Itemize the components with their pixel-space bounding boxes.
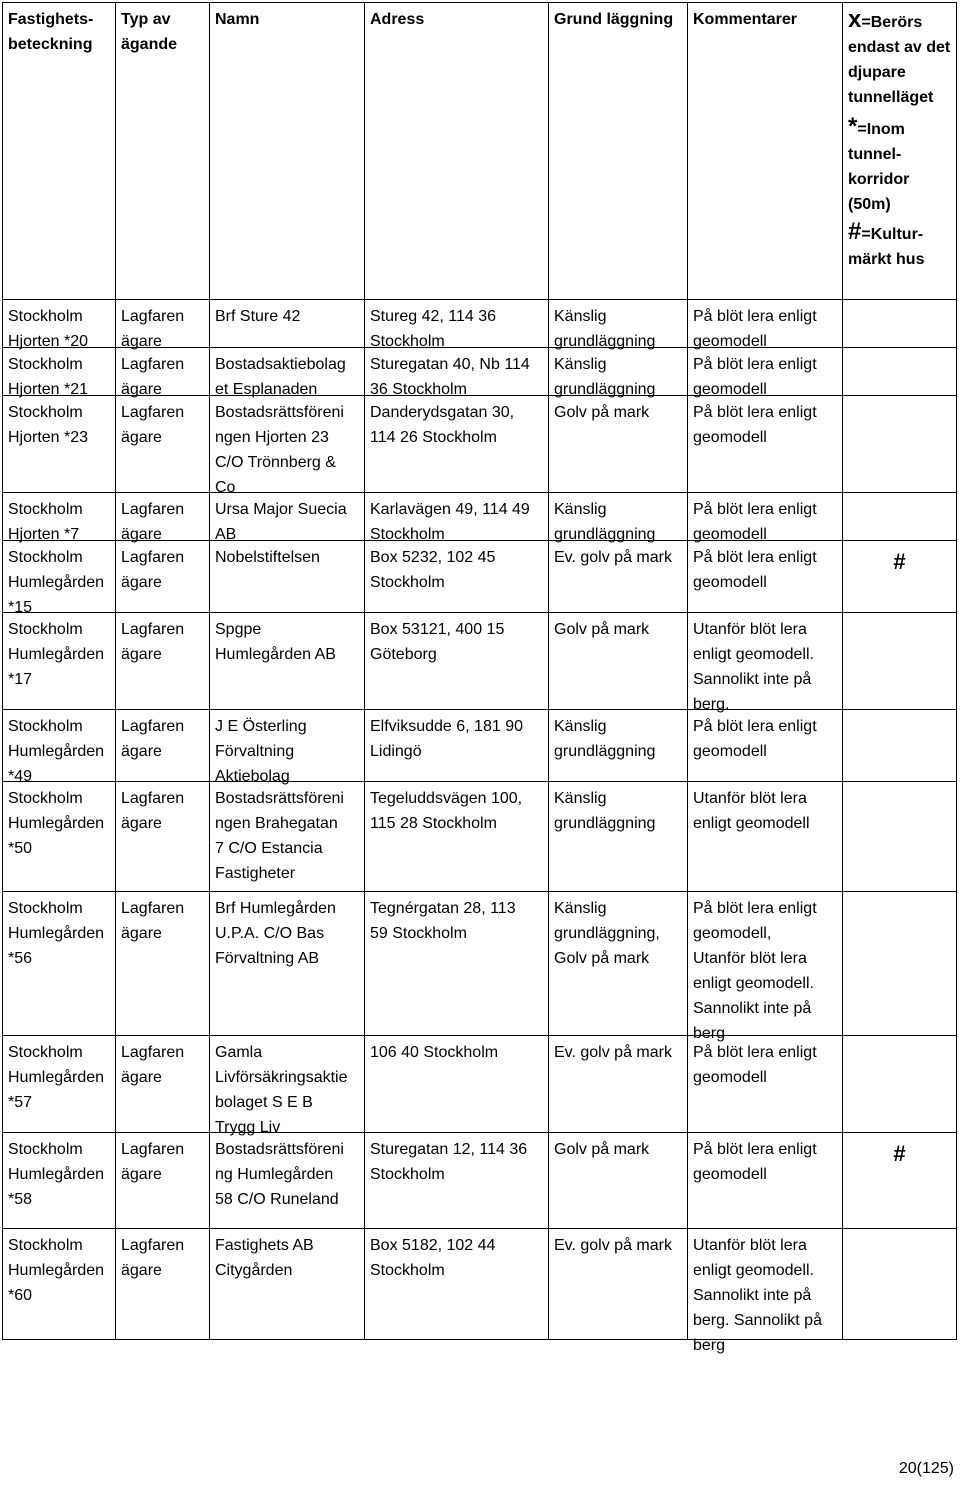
table-row [3, 1133, 957, 1229]
cell-grundlaggning: Ev. golv på mark [549, 1036, 688, 1133]
cell-adress: Box 5182, 102 44 Stockholm [365, 1229, 549, 1340]
cell-marker [843, 892, 957, 1036]
cell-marker [843, 493, 957, 541]
cell-grundlaggning: Ev. golv på mark [549, 541, 688, 613]
cell-marker [843, 348, 957, 396]
table-row [3, 710, 957, 782]
cell-fastighetsbeteckning: Stockholm Humlegården *57 [3, 1036, 116, 1133]
cell-marker [843, 300, 957, 348]
cell-kommentar: På blöt lera enligt geomodell [688, 541, 843, 613]
table-row [3, 348, 957, 396]
cell-marker: # [843, 541, 957, 613]
cell-kommentar: På blöt lera enligt geomodell [688, 1036, 843, 1133]
cell-marker [843, 710, 957, 782]
cell-typ-av-agande: Lagfaren ägare [116, 541, 210, 613]
cell-kommentar: Utanför blöt lera enligt geomodell. Sannolikt inte på berg. Sannolikt på berg [688, 1229, 843, 1340]
table-body [3, 300, 957, 1354]
cell-typ-av-agande: Lagfaren ägare [116, 348, 210, 396]
cell-fastighetsbeteckning: Stockholm Humlegården *56 [3, 892, 116, 1036]
page-number: 20(125) [898, 1460, 954, 1477]
legend-cell [843, 3, 957, 300]
table-row [3, 396, 957, 493]
cell-fastighetsbeteckning: Stockholm Hjorten *23 [3, 396, 116, 493]
table-row [3, 300, 957, 348]
cell-adress: 106 40 Stockholm [365, 1036, 549, 1133]
cell-kommentar: Utanför blöt lera enligt geomodell [688, 782, 843, 892]
cell-namn: Bostadsrättsföreni ngen Brahegatan 7 C/O Estancia Fastigheter [210, 782, 365, 892]
cell-typ-av-agande: Lagfaren ägare [116, 493, 210, 541]
cell-kommentar: Utanför blöt lera enligt geomodell. Sannolikt inte på berg. [688, 613, 843, 710]
cell-namn: Nobelstiftelsen [210, 541, 365, 613]
legend-x-text: =Berörs endast av det djupare tunnelläget [848, 14, 951, 106]
legend-x [848, 7, 951, 110]
cell-namn: Bostadsaktiebolag et Esplanaden [210, 348, 365, 396]
cell-grundlaggning: Känslig grundläggning [549, 348, 688, 396]
cell-fastighetsbeteckning: Stockholm Humlegården *49 [3, 710, 116, 782]
cell-typ-av-agande: Lagfaren ägare [116, 892, 210, 1036]
cell-adress: Sturegatan 12, 114 36 Stockholm [365, 1133, 549, 1229]
cell-grundlaggning: Golv på mark [549, 396, 688, 493]
legend-star [848, 114, 951, 217]
cell-namn: Spgpe Humlegården AB [210, 613, 365, 710]
legend-star-text: =Inom tunnel-korridor (50m) [848, 121, 910, 213]
cell-typ-av-agande: Lagfaren ägare [116, 396, 210, 493]
legend-star-symbol: * [848, 113, 858, 140]
cell-grundlaggning: Känslig grundläggning [549, 300, 688, 348]
cell-grundlaggning: Ev. golv på mark [549, 1229, 688, 1340]
cell-adress: Tegnérgatan 28, 113 59 Stockholm [365, 892, 549, 1036]
table-row [3, 892, 957, 1036]
cell-fastighetsbeteckning: Stockholm Hjorten *7 [3, 493, 116, 541]
table-row [3, 613, 957, 710]
cell-grundlaggning: Golv på mark [549, 613, 688, 710]
cell-adress: Karlavägen 49, 114 49 Stockholm [365, 493, 549, 541]
cell-namn: Bostadsrättsföreni ngen Hjorten 23 C/O Trönnberg & Co [210, 396, 365, 493]
table-row [3, 782, 957, 892]
cell-typ-av-agande: Lagfaren ägare [116, 300, 210, 348]
cell-fastighetsbeteckning: Stockholm Humlegården *58 [3, 1133, 116, 1229]
cell-adress: Elfviksudde 6, 181 90 Lidingö [365, 710, 549, 782]
cell-adress: Box 53121, 400 15 Göteborg [365, 613, 549, 710]
table-row [3, 541, 957, 613]
cell-grundlaggning: Känslig grundläggning [549, 493, 688, 541]
cell-kommentar: På blöt lera enligt geomodell [688, 493, 843, 541]
cell-fastighetsbeteckning: Stockholm Hjorten *21 [3, 348, 116, 396]
cell-namn: Gamla Livförsäkringsaktie bolaget S E B Trygg Liv [210, 1036, 365, 1133]
cell-adress: Box 5232, 102 45 Stockholm [365, 541, 549, 613]
cell-marker [843, 1229, 957, 1340]
cell-marker: # [843, 1133, 957, 1229]
cell-fastighetsbeteckning: Stockholm Humlegården *50 [3, 782, 116, 892]
legend-hash [848, 219, 951, 272]
cell-namn: Ursa Major Suecia AB [210, 493, 365, 541]
header-namn: Namn [210, 3, 365, 300]
header-kommentarer: Kommentarer [688, 3, 843, 300]
legend-hash-symbol: # [848, 218, 862, 245]
cell-grundlaggning: Känslig grundläggning, Golv på mark [549, 892, 688, 1036]
cell-namn: Fastighets AB Citygården [210, 1229, 365, 1340]
cell-marker [843, 1036, 957, 1133]
cell-adress: Tegeluddsvägen 100, 115 28 Stockholm [365, 782, 549, 892]
header-grundlaggning: Grund läggning [549, 3, 688, 300]
header-fastighetsbeteckning: Fastighets- beteckning [3, 3, 116, 300]
cell-typ-av-agande: Lagfaren ägare [116, 1036, 210, 1133]
header-row [3, 3, 957, 300]
cell-typ-av-agande: Lagfaren ägare [116, 710, 210, 782]
table-row [3, 1036, 957, 1133]
cell-adress: Sturegatan 40, Nb 114 36 Stockholm [365, 348, 549, 396]
legend-hash-text: =Kultur-märkt hus [848, 226, 925, 268]
cell-namn: Bostadsrättsföreni ng Humlegården 58 C/O Runeland [210, 1133, 365, 1229]
cell-kommentar: På blöt lera enligt geomodell [688, 710, 843, 782]
cell-fastighetsbeteckning: Stockholm Humlegården *17 [3, 613, 116, 710]
cell-grundlaggning: Golv på mark [549, 1133, 688, 1229]
cell-kommentar: På blöt lera enligt geomodell [688, 348, 843, 396]
cell-fastighetsbeteckning: Stockholm Humlegården *60 [3, 1229, 116, 1340]
header-adress: Adress [365, 3, 549, 300]
cell-namn: Brf Humlegården U.P.A. C/O Bas Förvaltning AB [210, 892, 365, 1036]
table-row [3, 493, 957, 541]
cell-typ-av-agande: Lagfaren ägare [116, 1229, 210, 1340]
cell-typ-av-agande: Lagfaren ägare [116, 1133, 210, 1229]
legend-x-symbol: x [848, 6, 862, 33]
cell-fastighetsbeteckning: Stockholm Humlegården *15 [3, 541, 116, 613]
cell-kommentar: På blöt lera enligt geomodell [688, 1133, 843, 1229]
cell-adress: Stureg 42, 114 36 Stockholm [365, 300, 549, 348]
cell-marker [843, 396, 957, 493]
cell-marker [843, 613, 957, 710]
cell-typ-av-agande: Lagfaren ägare [116, 613, 210, 710]
property-table [2, 2, 957, 1354]
cell-adress: Danderydsgatan 30, 114 26 Stockholm [365, 396, 549, 493]
cell-marker [843, 782, 957, 892]
cell-fastighetsbeteckning: Stockholm Hjorten *20 [3, 300, 116, 348]
cell-kommentar: På blöt lera enligt geomodell [688, 300, 843, 348]
cell-grundlaggning: Känslig grundläggning [549, 710, 688, 782]
table-row [3, 1229, 957, 1340]
cell-grundlaggning: Känslig grundläggning [549, 782, 688, 892]
cell-typ-av-agande: Lagfaren ägare [116, 782, 210, 892]
header-typ-av-agande: Typ av ägande [116, 3, 210, 300]
cell-namn: Brf Sture 42 [210, 300, 365, 348]
cell-kommentar: På blöt lera enligt geomodell, Utanför blöt lera enligt geomodell. Sannolikt inte på berg [688, 892, 843, 1036]
cell-kommentar: På blöt lera enligt geomodell [688, 396, 843, 493]
cell-namn: J E Österling Förvaltning Aktiebolag [210, 710, 365, 782]
